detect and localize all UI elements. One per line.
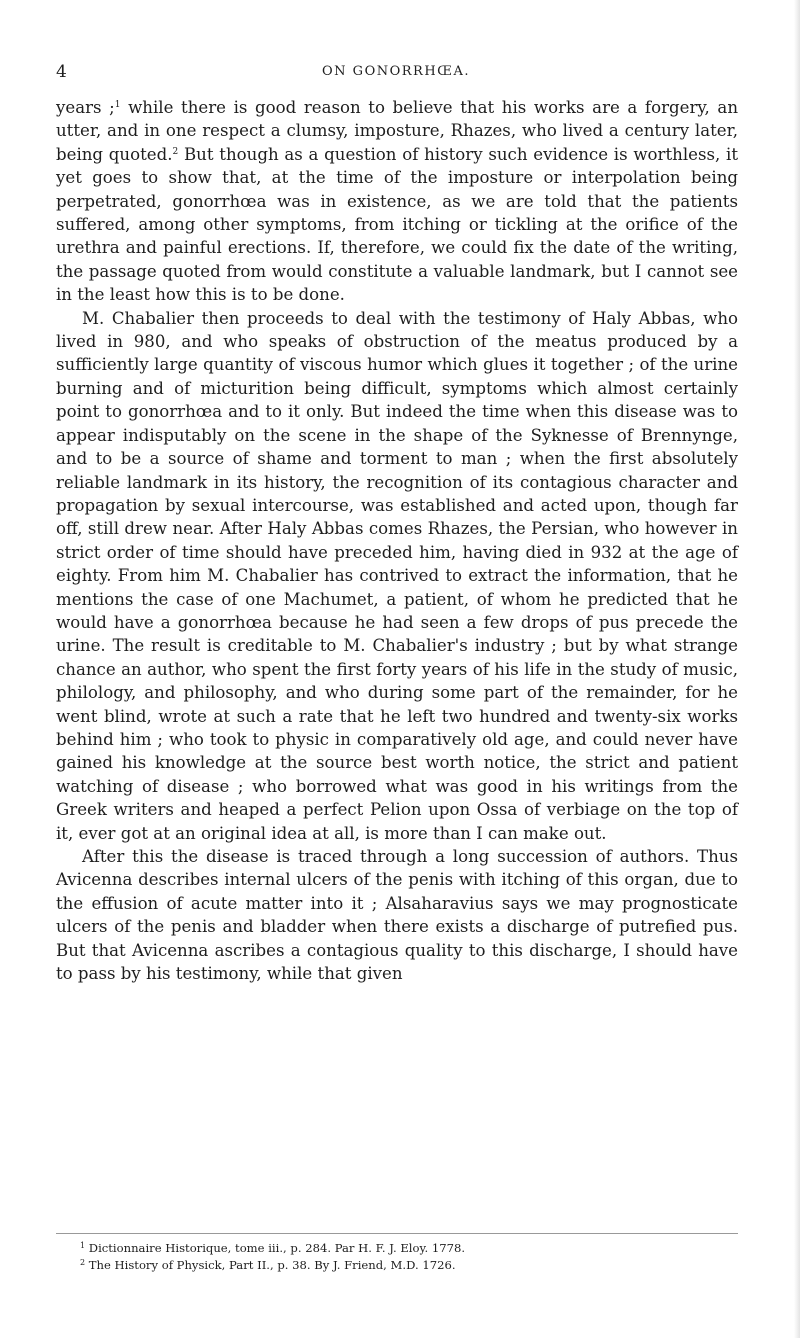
paragraph-3: After this the disease is traced through a long succession of authors. Thus Avicenna describes internal ulcers of the penis with itching of this organ, due to the effusion of acute matter into it ; Alsaharavius says we may prognosticate ulcers of the penis and bladder when there exists a discharge of putrefied pus. But that Avicenna ascribes a contagious quality to this discharge, I should have to pass by his testimony, while that given [56,847,738,984]
paragraph-1-part-c: But though as a question of history such evidence is worthless, it yet goes to show that, at the time of the imposture or interpolation being perpetrated, gonorrhœa was in existence, as we are told that the patients suffered, among other symptoms, from itching or tickling at the orifice of the urethra and painful erections. If, therefore, we could fix the date of the writing, the passage quoted from would constitute a valuable landmark, but I cannot see in the least how this is to be done. [56,144,738,305]
paragraph-1-part-b: while there is good reason to believe that his works are a forgery, an utter, and in one respect a clumsy, imposture, Rhazes, who lived a century later, being quoted. [56,98,739,164]
footnote-2 [56,1257,738,1274]
footnotes [56,1240,738,1274]
footnote-mark: 1 [80,1241,86,1250]
footnote-mark: 2 [80,1258,86,1267]
page-header [56,62,736,86]
running-head: ON GONORRHŒA. [322,64,470,79]
paragraph-1-part-a: years ; [56,98,115,117]
footnote-text: Dictionnaire Historique, tome iii., p. 284. Par H. F. J. Eloy. 1778. [85,1241,466,1255]
footnote-text: The History of Physick, Part II., p. 38. By J. Friend, M.D. 1726. [85,1258,456,1272]
body-text [56,96,738,985]
footnote-1 [56,1240,738,1257]
footnote-ref-1: 1 [114,100,121,110]
footnote-rule [56,1233,738,1234]
page-edge [794,0,800,1338]
paragraph-1 [56,96,738,307]
footnote-ref-2: 2 [172,146,179,157]
page-number: 4 [56,62,67,82]
paragraph-2: M. Chabalier then proceeds to deal with the testimony of Haly Abbas, who lived in 980, and who speaks of obstruction of the meatus produced by a sufficiently large quantity of viscous humor which glues it together ; of the urine burning and of micturition being difficult, symptoms which almost certainly point to gonorrhœa and to it only. But indeed the time when this disease was to appear indisputably on the scene in the shape of the Syknesse of Brennynge, and to be a source of shame and torment to man ; when the first absolutely reliable landmark in its history, the recognition of its contagious character and propagation by sexual intercourse, was established and acted upon, though far off, still drew near. After Haly Abbas comes Rhazes, the Persian, who however in strict order of time should have preceded him, having died in 932 at the age of eighty. From him M. Chabalier has contrived to extract the information, that he mentions the case of one Machumet, a patient, of whom he predicted that he would have a gonorrhœa because he had seen a few drops of pus precede the urine. The result is creditable to M. Chabalier's industry ; but by what strange chance an author, who spent the first forty years of his life in the study of music, philology, and philosophy, and who during some part of the remainder, for he went blind, wrote at such a rate that he left two hundred and twenty-six works behind him ; who took to physic in comparatively old age, and could never have gained his knowledge at the source best worth notice, the strict and patient watching of disease ; who borrowed what was good in his writings from the Greek writers and heaped a perfect Pelion upon Ossa of verbiage on the top of it, ever got at an original idea at all, is more than I can make out. [56,308,738,843]
